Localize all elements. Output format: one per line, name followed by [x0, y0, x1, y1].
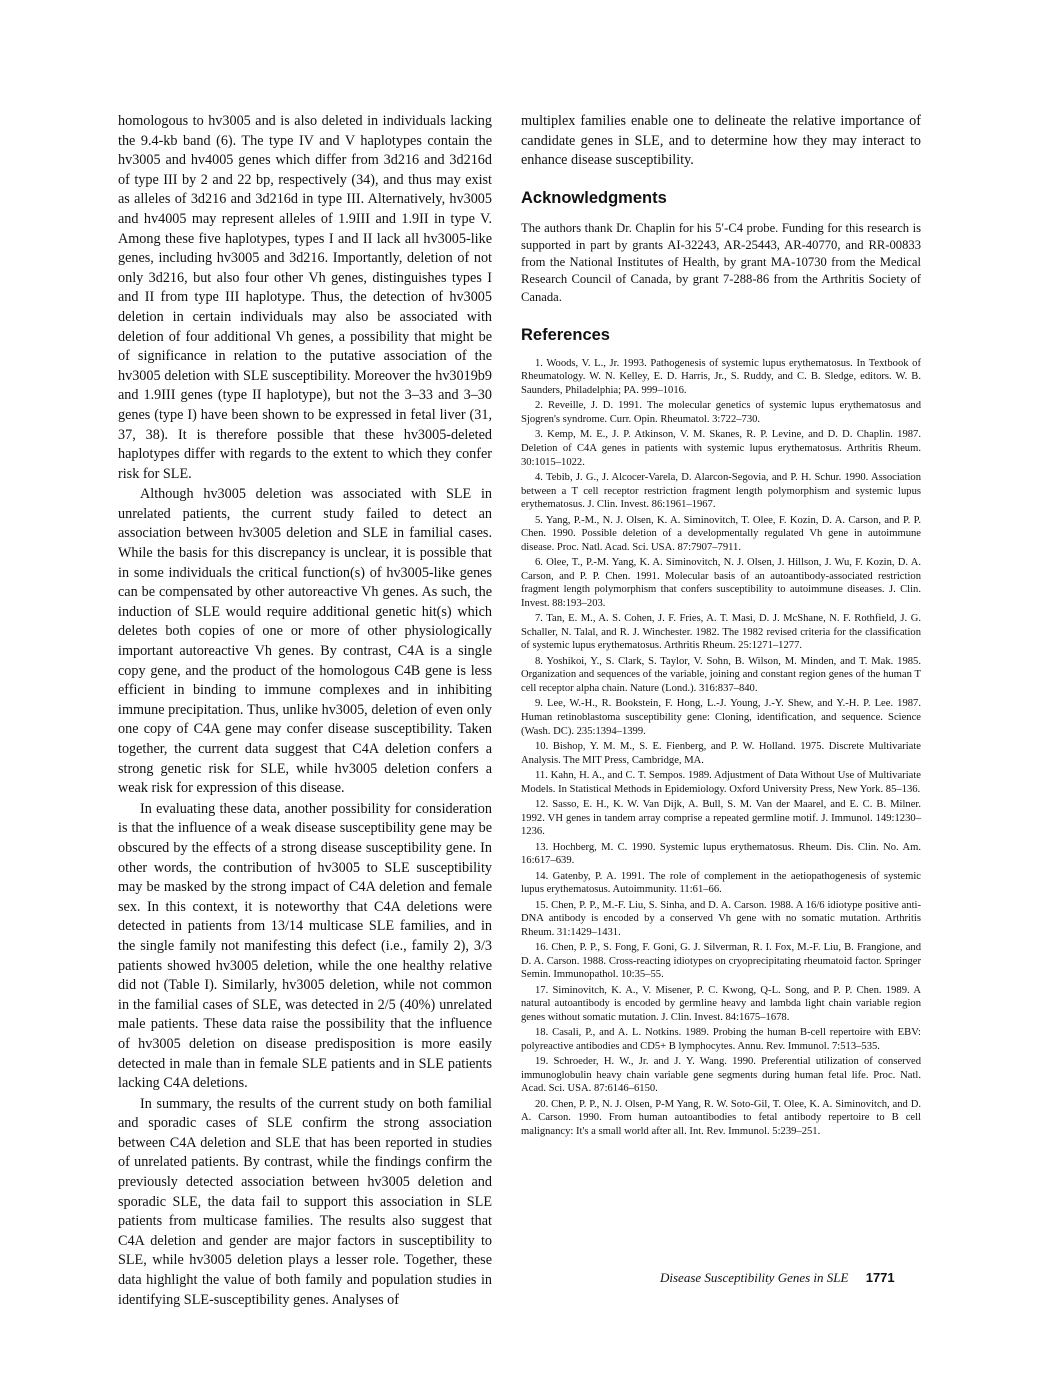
body-paragraph-1: homologous to hv3005 and is also deleted in individuals lacking the 9.4-kb band (6). The type IV and V haplotypes contain the hv3005 and hv4005 genes which differ from 3d216 and 3d216d of type III by 2 and 22 bp, respectively (34), and thus may exist as alleles of 3d216 and 3d216d in type III. Alternatively, hv3005 and hv4005 may represent alleles of 1.9III and 1.9II in type V. Among these five haplotypes, types I and II lack all hv3005-like genes, including hv3005 and 3d216. Importantly, deletion of not only 3d216, but also four other Vh genes, distinguishes types I and II from type III haplotype. Thus, the detection of hv3005 deletion in certain individuals may also be associated with deletion of four additional Vh genes, a possibility that might be of significance in relation to the putative association of the hv3005 deletion with SLE susceptibility. Moreover the hv3019b9 and 1.9III genes (type II haplotype), but not the 3–33 and 3–30 genes (type I) have been shown to be expressed in fetal liver (31, 37, 38). It is therefore possible that these hv3005-deleted haplotypes differ with regards to the extent to which they confer risk for SLE. — [118, 113, 492, 482]
page-number: 1771 — [865, 1270, 895, 1285]
references-heading: References — [521, 325, 610, 344]
left-column — [118, 112, 492, 1310]
reference-item: 7. Tan, E. M., A. S. Cohen, J. F. Fries, A. T. Masi, D. J. McShane, N. F. Rothfield, J. G. Schaller, N. Talal, and R. J. Winchester. 1982. The 1982 revised criteria for the classification of systemic lupus erythematosus. Arthritis Rheum. 25:1271–1277. — [521, 613, 921, 652]
acknowledgments-text: The authors thank Dr. Chaplin for his 5′-C4 probe. Funding for this research is supported in part by grants AI-32243, AR-25443, AR-40770, and RR-00833 from the National Institutes of Health, by grant MA-10730 from the Medical Research Council of Canada, by grant 7-288-86 from the Arthritis Society of Canada. — [521, 220, 921, 304]
reference-item: 17. Siminovitch, K. A., V. Misener, P. C. Kwong, Q-L. Song, and P. P. Chen. 1989. A natural autoantibody is encoded by germline heavy and lambda light chain variable region genes without somatic mutation. J. Clin. Invest. 84:1675–1678. — [521, 984, 921, 1023]
right-column — [521, 112, 921, 1140]
reference-item: 1. Woods, V. L., Jr. 1993. Pathogenesis of systemic lupus erythematosus. In Textbook of Rheumatology. W. N. Kelley, E. D. Harris, Jr., S. Ruddy, and C. B. Sledge, editors. W. B. Saunders, Philadelphia; PA. 999–1016. — [521, 357, 921, 396]
continuation-paragraph: multiplex families enable one to delineate the relative importance of candidate genes in SLE, and to determine how they may interact to enhance disease susceptibility. — [521, 113, 921, 169]
reference-item: 13. Hochberg, M. C. 1990. Systemic lupus erythematosus. Rheum. Dis. Clin. No. Am. 16:617–639. — [521, 841, 921, 867]
body-paragraph-3: In evaluating these data, another possibility for consideration is that the influence of a weak disease susceptibility gene may be obscured by the effects of a strong disease susceptibility gene. In other words, the contribution of hv3005 to SLE susceptibility may be masked by the strong impact of C4A deletion and female sex. In this context, it is noteworthy that C4A deletions were detected in patients from 13/14 multicase SLE families, and in the single family not manifesting this defect (i.e., family 2), 3/3 patients showed hv3005 deletion, while the one healthy relative did not (Table I). Similarly, hv3005 deletion, while not common in the familial cases of SLE, was detected in 2/5 (40%) unrelated male patients. These data raise the possibility that the influence of hv3005 deletion on disease predisposition is more easily detected in male than in female SLE patients and in SLE patients lacking C4A deletions. — [118, 800, 492, 1092]
reference-item: 14. Gatenby, P. A. 1991. The role of complement in the aetiopathogenesis of systemic lupus erythematosus. Autoimmunity. 11:61–66. — [521, 870, 921, 896]
reference-item: 8. Yoshikoi, Y., S. Clark, S. Taylor, V. Sohn, B. Wilson, M. Minden, and T. Mak. 1985. Organization and sequences of the variable, joining and constant region genes of the human T cell receptor alpha chain. Nature (Lond.). 316:837–840. — [521, 655, 921, 695]
body-paragraph-4: In summary, the results of the current study on both familial and sporadic cases of SLE confirm the strong association between C4A deletion and SLE that has been reported in studies of unrelated patients. By contrast, while the findings confirm the previously detected association between hv3005 deletion and sporadic SLE, the data fail to support this association in SLE patients from multicase families. The results also suggest that C4A deletion and gender are major factors in susceptibility to SLE, while hv3005 deletion plays a lesser role. Together, these data highlight the value of both family and population studies in identifying SLE-susceptibility genes. Analyses of — [118, 1095, 492, 1308]
body-paragraph-2: Although hv3005 deletion was associated with SLE in unrelated patients, the current study failed to detect an association between hv3005 deletion and SLE in familial cases. While the basis for this discrepancy is unclear, it is possible that in some individuals the critical function(s) of hv3005-like genes can be compensated by other autoreactive Vh genes. As such, the induction of SLE would require additional genetic hit(s) which deletes both copies of one or more of other physiologically important autoreactive Vh genes. By contrast, C4A is a single copy gene, and the product of the homologous C4B gene is less efficient in binding to immune complexes and in inhibiting immune precipitation. Thus, unlike hv3005, deletion of even only one copy of C4A gene may confer disease susceptibility. Taken together, the current data suggest that C4A deletion confers a strong genetic risk for SLE, while hv3005 deletion confers a weak risk for expression of this disease. — [118, 486, 492, 797]
reference-item: 4. Tebib, J. G., J. Alcocer-Varela, D. Alarcon-Segovia, and P. H. Schur. 1990. Association between a T cell receptor restriction fragment length polymorphism and systemic lupus erythematosus. J. Clin. Invest. 86:1961–1967. — [521, 471, 921, 511]
running-title: Disease Susceptibility Genes in SLE — [660, 1270, 849, 1285]
reference-item: 12. Sasso, E. H., K. W. Van Dijk, A. Bull, S. M. Van der Maarel, and E. C. B. Milner. 1992. VH genes in tandem array comprise a repeated germline motif. J. Immunol. 149:1230–1236. — [521, 798, 921, 838]
acknowledgments-heading: Acknowledgments — [521, 188, 667, 207]
reference-list — [521, 357, 921, 1139]
reference-item: 2. Reveille, J. D. 1991. The molecular genetics of systemic lupus erythematosus and Sjogren's syndrome. Curr. Opin. Rheumatol. 3:722–730. — [521, 400, 921, 425]
page-footer — [660, 1270, 960, 1286]
reference-item: 19. Schroeder, H. W., Jr. and J. Y. Wang. 1990. Preferential utilization of conserved immunoglobulin heavy chain variable gene segments during human fetal life. Proc. Natl. Acad. Sci. USA. 87:6146–6150. — [521, 1056, 921, 1095]
reference-item: 11. Kahn, H. A., and C. T. Sempos. 1989. Adjustment of Data Without Use of Multivariate Models. In Statistical Methods in Epidemiology. Oxford University Press, New York. 85–136. — [521, 769, 921, 795]
reference-item: 5. Yang, P.-M., N. J. Olsen, K. A. Siminovitch, T. Olee, F. Kozin, D. A. Carson, and P. P. Chen. 1990. Possible deletion of a developmentally regulated Vh gene in autoimmune disease. Proc. Natl. Acad. Sci. USA. 87:7907–7911. — [521, 514, 921, 553]
reference-item: 6. Olee, T., P.-M. Yang, K. A. Siminovitch, N. J. Olsen, J. Hillson, J. Wu, F. Kozin, D. A. Carson, and P. P. Chen. 1991. Molecular basis of an autoantibody-associated restriction fragment length polymorphism that confers susceptibility to autoimmune diseases. J. Clin. Invest. 88:193–203. — [521, 557, 921, 609]
reference-item: 9. Lee, W.-H., R. Bookstein, F. Hong, L.-J. Young, J.-Y. Shew, and Y.-H. P. Lee. 1987. Human retinoblastoma susceptibility gene: Cloning, identification, and sequence. Science (Wash. DC). 235:1394–1399. — [521, 698, 921, 737]
reference-item: 10. Bishop, Y. M. M., S. E. Fienberg, and P. W. Holland. 1975. Discrete Multivariate Analysis. The MIT Press, Cambridge, MA. — [521, 741, 921, 766]
reference-item: 15. Chen, P. P., M.-F. Liu, S. Sinha, and D. A. Carson. 1988. A 16/6 idiotype positive anti-DNA antibody is encoded by a conserved Vh gene with no somatic mutation. Arthritis Rheum. 31:1429–1431. — [521, 899, 921, 938]
reference-item: 20. Chen, P. P., N. J. Olsen, P-M Yang, R. W. Soto-Gil, T. Olee, K. A. Siminovitch, and D. A. Carson. 1990. From human autoantibodies to fetal antibody repertoire to B cell malignancy: It's a small world after all. Int. Rev. Immunol. 5:239–251. — [521, 1098, 921, 1137]
reference-item: 16. Chen, P. P., S. Fong, F. Goni, G. J. Silverman, R. I. Fox, M.-F. Liu, B. Frangione, and D. A. Carson. 1988. Cross-reacting idiotypes on cryoprecipitating rheumatoid factor. Springer Semin. Immunopathol. 10:35–55. — [521, 942, 921, 981]
reference-item: 3. Kemp, M. E., J. P. Atkinson, V. M. Skanes, R. P. Levine, and D. D. Chaplin. 1987. Deletion of C4A genes in patients with systemic lupus erythematosus. Arthritis Rheum. 30:1015–1022. — [521, 429, 921, 468]
reference-item: 18. Casali, P., and A. L. Notkins. 1989. Probing the human B-cell repertoire with EBV: polyreactive antibodies and CD5+ B lymphocytes. Annu. Rev. Immunol. 7:513–535. — [521, 1027, 921, 1052]
